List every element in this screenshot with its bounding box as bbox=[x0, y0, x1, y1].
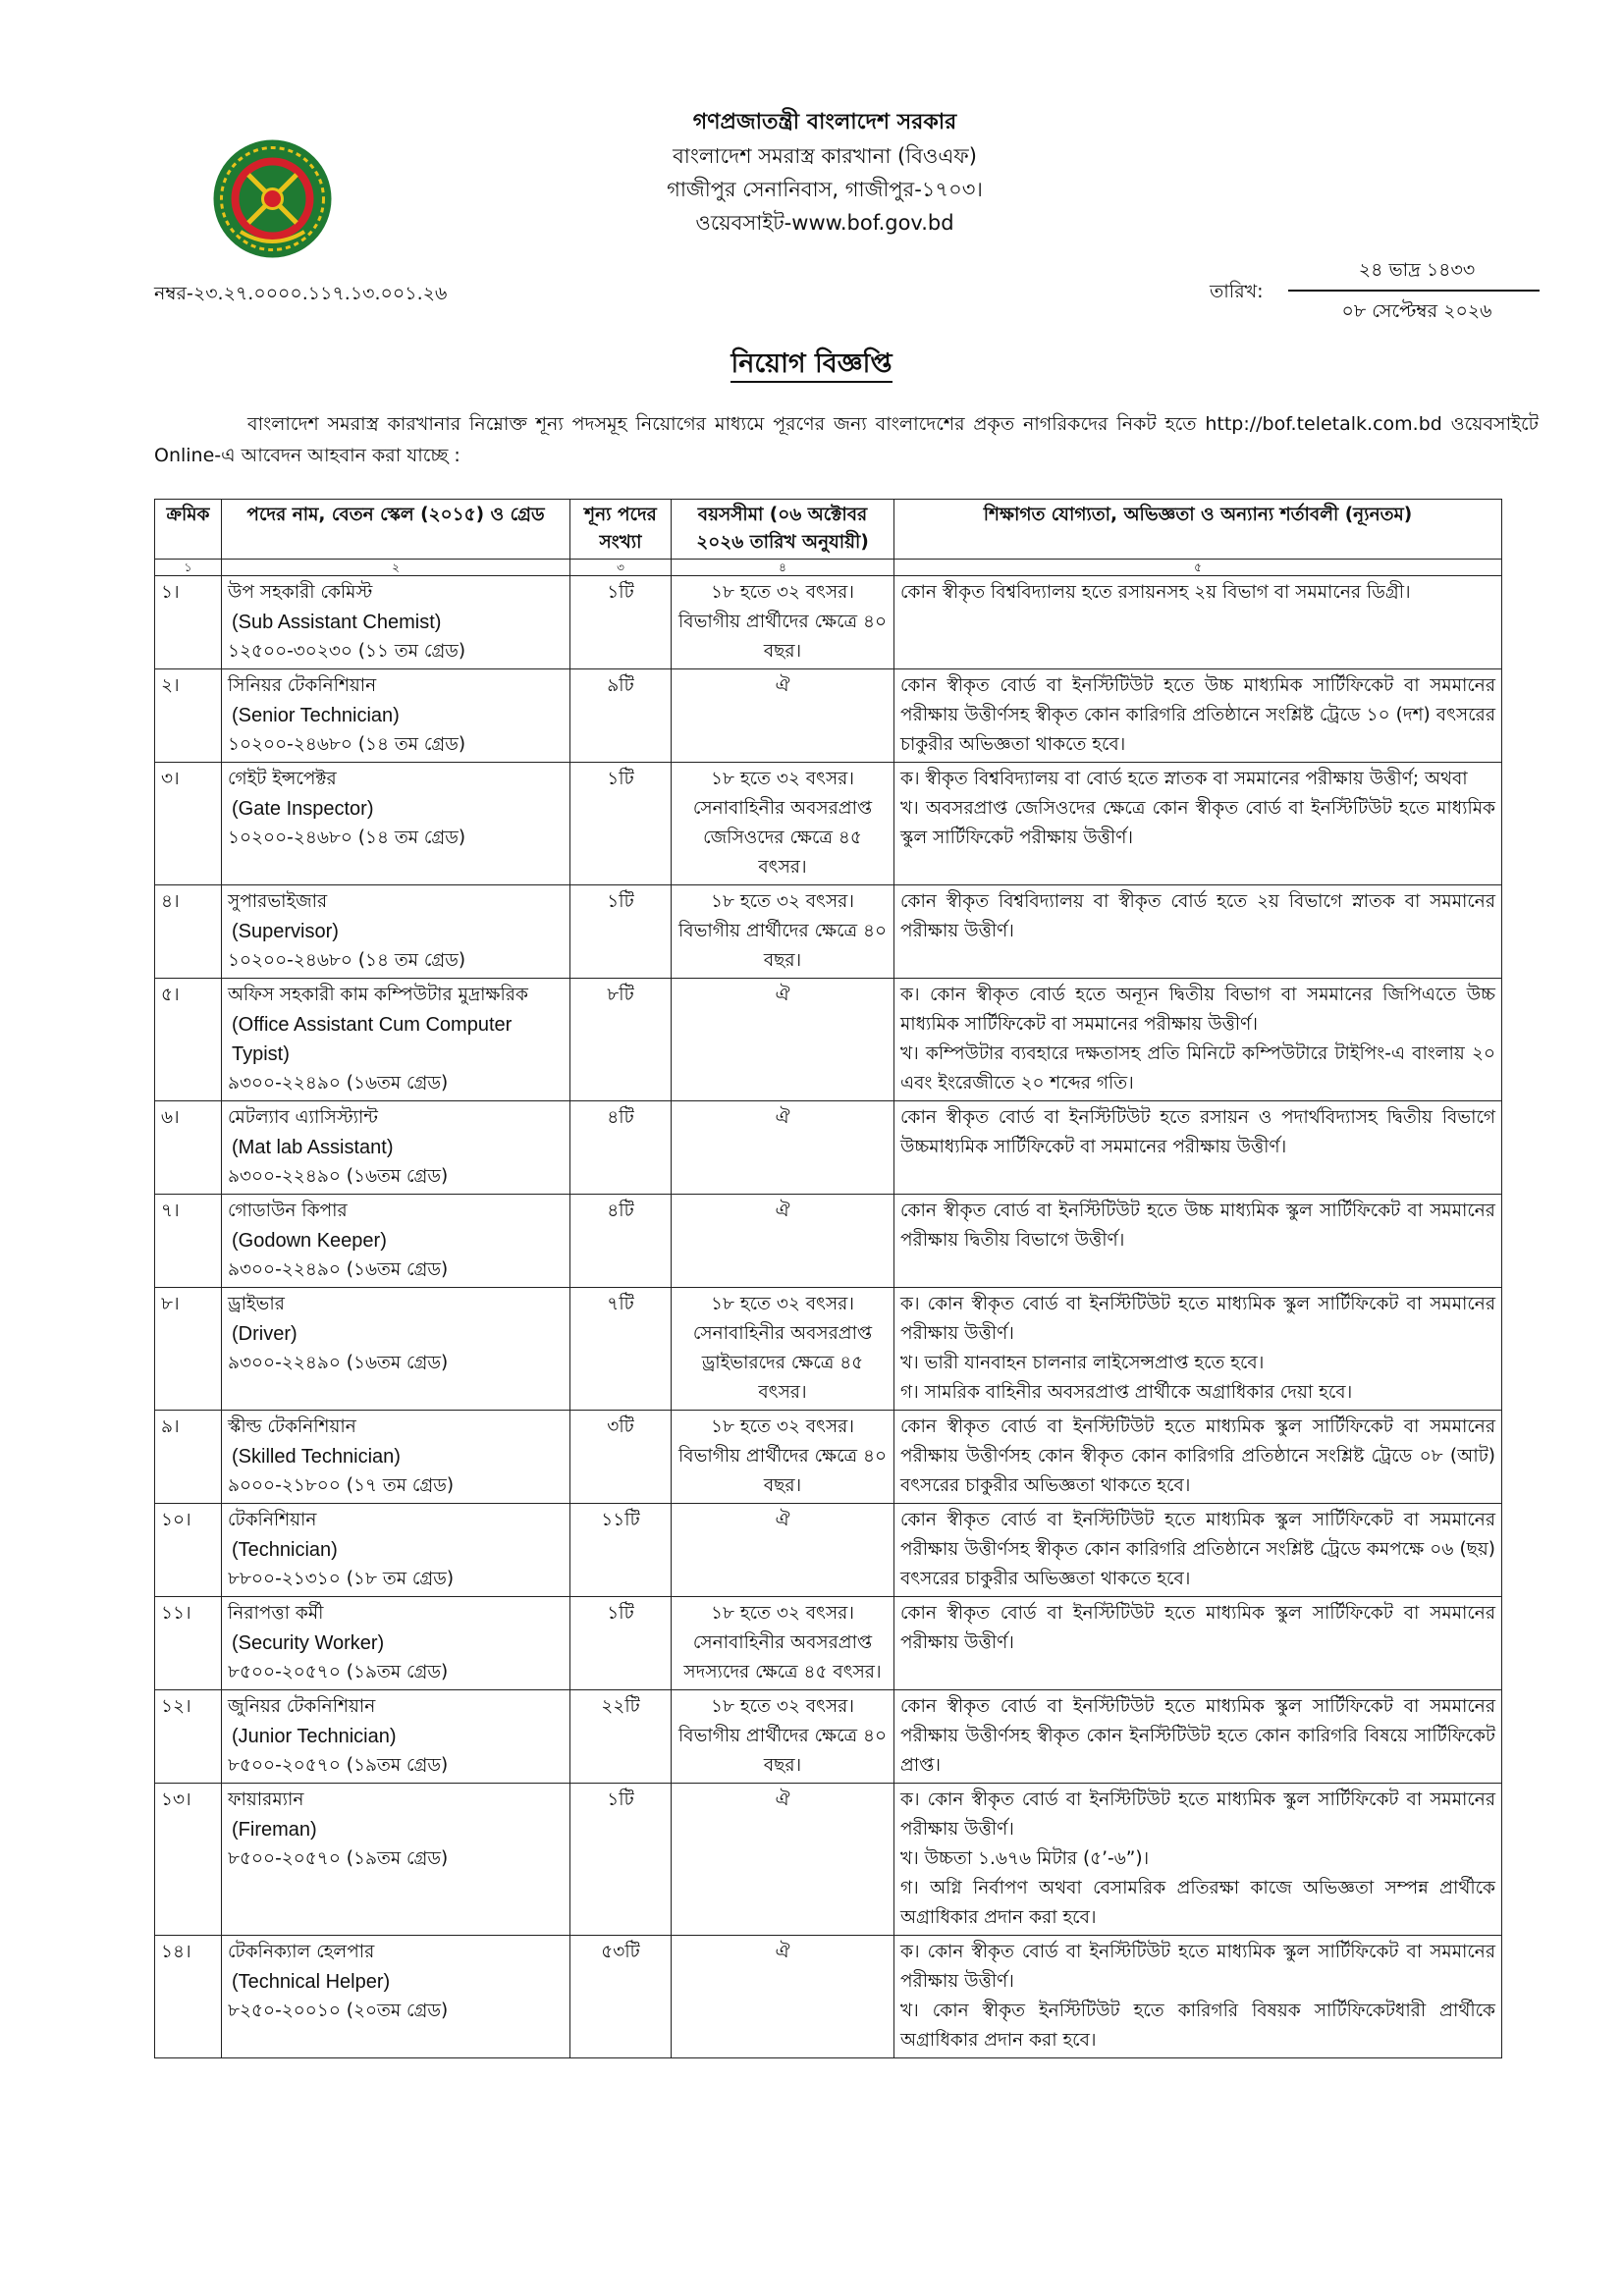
cell-requirements bbox=[894, 1195, 1502, 1288]
cell-post bbox=[222, 1288, 570, 1411]
post-name-english: (Sub Assistant Chemist) bbox=[232, 612, 442, 633]
requirement-item: ক। কোন স্বীকৃত বোর্ড বা ইনস্টিটিউট হতে মাধ্যমিক স্কুল সার্টিফিকেট বা সমমানের পরীক্ষায় উত্তীর্ণ। bbox=[900, 1942, 1495, 1992]
requirement-item: কোন স্বীকৃত বোর্ড বা ইনস্টিটিউট হতে উচ্চ মাধ্যমিক স্কুল সার্টিফিকেট বা সমমানের পরীক্ষায় দ্বিতীয় বিভাগে উত্তীর্ণ। bbox=[900, 1201, 1495, 1251]
table-row bbox=[155, 669, 1502, 763]
table-row bbox=[155, 1288, 1502, 1411]
header-post: পদের নাম, বেতন স্কেল (২০১৫) ও গ্রেড bbox=[222, 500, 570, 560]
post-name-english: (Mat lab Assistant) bbox=[232, 1137, 394, 1158]
cell-requirements bbox=[894, 1411, 1502, 1504]
cell-post bbox=[222, 1195, 570, 1288]
requirement-item: কোন স্বীকৃত বোর্ড বা ইনস্টিটিউট হতে মাধ্যমিক স্কুল সার্টিফিকেট বা সমমানের পরীক্ষায় উত্তীর্ণসহ স্বীকৃত কোন ইনস্টিটিউট হতে কোন কারিগরি বিষয়ে সার্টিফিকেট প্রাপ্ত। bbox=[900, 1696, 1495, 1776]
post-name-bangla: জুনিয়র টেকনিশিয়ান bbox=[228, 1696, 376, 1717]
post-name-bangla: নিরাপত্তা কর্মী bbox=[228, 1603, 324, 1624]
cell-age-limit: ঐ bbox=[672, 1504, 894, 1597]
cell-requirements bbox=[894, 1288, 1502, 1411]
cell-age-limit: ১৮ হতে ৩২ বৎসর। বিভাগীয় প্রার্থীদের ক্ষেত্রে ৪০ বছর। bbox=[672, 1690, 894, 1784]
post-name-english: (Technician) bbox=[232, 1539, 338, 1561]
table-row bbox=[155, 576, 1502, 669]
post-name-bangla: গোডাউন কিপার bbox=[228, 1201, 348, 1221]
post-name-english: (Godown Keeper) bbox=[232, 1230, 387, 1252]
notice-title-wrap bbox=[0, 344, 1623, 388]
table-body bbox=[155, 576, 1502, 2058]
header-line-organization: বাংলাদেশ সমরাস্ত্র কারখানা (বিওএফ) bbox=[673, 144, 977, 168]
cell-age-limit: ঐ bbox=[672, 1936, 894, 2058]
cell-serial: ১। bbox=[155, 576, 222, 669]
pay-scale: ৮৫০০-২০৫৭০ (১৯তম গ্রেড) bbox=[228, 1755, 449, 1776]
table-row bbox=[155, 1504, 1502, 1597]
cell-post bbox=[222, 1597, 570, 1690]
cell-vacancy: ১টি bbox=[570, 885, 672, 979]
requirement-item: কোন স্বীকৃত বোর্ড বা ইনস্টিটিউট হতে মাধ্যমিক স্কুল সার্টিফিকেট বা সমমানের পরীক্ষায় উত্তীর্ণসহ স্বীকৃত কোন কারিগরি প্রতিষ্ঠানে সংশ্লিষ্ট ট্রেডে কমপক্ষে ০৬ (ছয়) বৎসরের চাকুরীর অভিজ্ঞতা থাকতে হবে। bbox=[900, 1510, 1495, 1589]
cell-serial: ৩। bbox=[155, 763, 222, 885]
cell-serial: ৭। bbox=[155, 1195, 222, 1288]
table-row bbox=[155, 1936, 1502, 2058]
requirement-item: কোন স্বীকৃত বোর্ড বা ইনস্টিটিউট হতে মাধ্যমিক স্কুল সার্টিফিকেট বা সমমানের পরীক্ষায় উত্তীর্ণসহ কোন স্বীকৃত কোন কারিগরি প্রতিষ্ঠানে সংশ্লিষ্ট ট্রেডে ০৮ (আট) বৎসরের চাকুরীর অভিজ্ঞতা থাকতে হবে। bbox=[900, 1416, 1495, 1496]
post-name-english: (Junior Technician) bbox=[232, 1726, 397, 1747]
cell-requirements bbox=[894, 1690, 1502, 1784]
column-index: ৫ bbox=[894, 560, 1502, 576]
pay-scale: ১০২০০-২৪৬৮০ (১৪ তম গ্রেড) bbox=[228, 950, 466, 971]
cell-serial: ১৩। bbox=[155, 1784, 222, 1936]
requirement-item: গ। অগ্নি নির্বাপণ অথবা বেসামরিক প্রতিরক্ষা কাজে অভিজ্ঞতা সম্পন্ন প্রার্থীকে অগ্রাধিকার প্রদান করা হবে। bbox=[900, 1878, 1495, 1928]
date-divider bbox=[1288, 290, 1540, 292]
cell-requirements bbox=[894, 763, 1502, 885]
cell-requirements bbox=[894, 1101, 1502, 1195]
intro-paragraph: বাংলাদেশ সমরাস্ত্র কারখানার নিম্নোক্ত শূন্য পদসমূহ নিয়োগের মাধ্যমে পূরণের জন্য বাংলাদেশের প্রকৃত নাগরিকদের নিকট হতে http://bof.teletalk.com.bd ওয়েবসাইটে Online-এ আবেদন আহবান করা যাচ্ছে : bbox=[154, 413, 1539, 466]
cell-vacancy: ৮টি bbox=[570, 979, 672, 1101]
cell-serial: ৫। bbox=[155, 979, 222, 1101]
cell-age-limit: ১৮ হতে ৩২ বৎসর। সেনাবাহিনীর অবসরপ্রাপ্ত জেসিওদের ক্ষেত্রে ৪৫ বৎসর। bbox=[672, 763, 894, 885]
cell-post bbox=[222, 1936, 570, 2058]
post-name-bangla: মেটল্যাব এ্যাসিস্ট্যান্ট bbox=[228, 1107, 378, 1128]
cell-age-limit: ঐ bbox=[672, 669, 894, 763]
cell-post bbox=[222, 576, 570, 669]
header-line-government: গণপ্রজাতন্ত্রী বাংলাদেশ সরকার bbox=[692, 110, 957, 134]
pay-scale: ৯৩০০-২২৪৯০ (১৬তম গ্রেড) bbox=[228, 1259, 449, 1280]
cell-post bbox=[222, 669, 570, 763]
cell-age-limit: ঐ bbox=[672, 979, 894, 1101]
post-name-bangla: টেকনিশিয়ান bbox=[228, 1510, 317, 1530]
header-age: বয়সসীমা (০৬ অক্টোবর ২০২৬ তারিখ অনুযায়ী) bbox=[672, 500, 894, 560]
header-serial: ক্রমিক bbox=[155, 500, 222, 560]
post-name-bangla: স্কীল্ড টেকনিশিয়ান bbox=[228, 1416, 356, 1437]
post-name-bangla: গেইট ইন্সপেক্টর bbox=[228, 769, 337, 789]
cell-requirements bbox=[894, 979, 1502, 1101]
table-row bbox=[155, 763, 1502, 885]
post-name-english: (Office Assistant Cum Computer Typist) bbox=[232, 1014, 513, 1065]
cell-age-limit: ১৮ হতে ৩২ বৎসর। বিভাগীয় প্রার্থীদের ক্ষেত্রে ৪০ বছর। bbox=[672, 1411, 894, 1504]
cell-age-limit: ঐ bbox=[672, 1101, 894, 1195]
post-name-english: (Gate Inspector) bbox=[232, 798, 374, 820]
date-label: তারিখ: bbox=[1210, 281, 1264, 302]
requirement-item: গ। সামরিক বাহিনীর অবসরপ্রাপ্ত প্রার্থীকে অগ্রাধিকার দেয়া হবে। bbox=[900, 1382, 1353, 1403]
cell-vacancy: ১১টি bbox=[570, 1504, 672, 1597]
header-vacancy: শূন্য পদের সংখ্যা bbox=[570, 500, 672, 560]
requirement-item: খ। কম্পিউটার ব্যবহারে দক্ষতাসহ প্রতি মিনিটে কম্পিউটারে টাইপিং-এ বাংলায় ২০ এবং ইংরেজীতে ২০ শব্দের গতি। bbox=[900, 1043, 1495, 1094]
cell-serial: ১২। bbox=[155, 1690, 222, 1784]
post-name-bangla: সুপারভাইজার bbox=[228, 891, 328, 912]
pay-scale: ১০২০০-২৪৬৮০ (১৪ তম গ্রেড) bbox=[228, 828, 466, 848]
pay-scale: ৯৩০০-২২৪৯০ (১৬তম গ্রেড) bbox=[228, 1073, 449, 1094]
table-row bbox=[155, 1411, 1502, 1504]
cell-age-limit: ১৮ হতে ৩২ বৎসর। সেনাবাহিনীর অবসরপ্রাপ্ত ড্রাইভারদের ক্ষেত্রে ৪৫ বৎসর। bbox=[672, 1288, 894, 1411]
post-name-english: (Technical Helper) bbox=[232, 1971, 391, 1993]
requirement-item: খ। কোন স্বীকৃত ইনস্টিটিউট হতে কারিগরি বিষয়ক সার্টিফিকেটধারী প্রার্থীকে অগ্রাধিকার প্রদান করা হবে। bbox=[900, 2001, 1495, 2051]
requirement-item: ক। কোন স্বীকৃত বোর্ড বা ইনস্টিটিউট হতে মাধ্যমিক স্কুল সার্টিফিকেট বা সমমানের পরীক্ষায় উত্তীর্ণ। bbox=[900, 1789, 1495, 1840]
cell-age-limit: ঐ bbox=[672, 1195, 894, 1288]
post-name-english: (Supervisor) bbox=[232, 921, 339, 942]
post-name-bangla: সিনিয়র টেকনিশিয়ান bbox=[228, 675, 377, 696]
requirement-item: কোন স্বীকৃত বোর্ড বা ইনস্টিটিউট হতে মাধ্যমিক স্কুল সার্টিফিকেট বা সমমানের পরীক্ষায় উত্তীর্ণ। bbox=[900, 1603, 1495, 1653]
cell-vacancy: ৪টি bbox=[570, 1101, 672, 1195]
cell-age-limit: ১৮ হতে ৩২ বৎসর। বিভাগীয় প্রার্থীদের ক্ষেত্রে ৪০ বছর। bbox=[672, 885, 894, 979]
pay-scale: ৯৩০০-২২৪৯০ (১৬তম গ্রেড) bbox=[228, 1166, 449, 1187]
cell-vacancy: ৩টি bbox=[570, 1411, 672, 1504]
pay-scale: ৮৮০০-২১৩১০ (১৮ তম গ্রেড) bbox=[228, 1569, 455, 1589]
cell-vacancy: ৪টি bbox=[570, 1195, 672, 1288]
cell-requirements bbox=[894, 885, 1502, 979]
government-header bbox=[589, 106, 1060, 240]
cell-requirements bbox=[894, 1784, 1502, 1936]
column-index-row bbox=[155, 560, 1502, 576]
pay-scale: ৮৫০০-২০৫৭০ (১৯তম গ্রেড) bbox=[228, 1848, 449, 1869]
table-row bbox=[155, 1597, 1502, 1690]
requirement-item: ক। কোন স্বীকৃত বোর্ড বা ইনস্টিটিউট হতে মাধ্যমিক স্কুল সার্টিফিকেট বা সমমানের পরীক্ষায় উত্তীর্ণ। bbox=[900, 1294, 1495, 1344]
cell-requirements bbox=[894, 669, 1502, 763]
cell-vacancy: ১টি bbox=[570, 763, 672, 885]
vacancy-table bbox=[154, 499, 1502, 2058]
cell-serial: ৪। bbox=[155, 885, 222, 979]
post-name-english: (Security Worker) bbox=[232, 1632, 385, 1654]
cell-serial: ১০। bbox=[155, 1504, 222, 1597]
cell-serial: ৯। bbox=[155, 1411, 222, 1504]
cell-vacancy: ২২টি bbox=[570, 1690, 672, 1784]
pay-scale: ৯০০০-২১৮০০ (১৭ তম গ্রেড) bbox=[228, 1475, 455, 1496]
post-name-english: (Fireman) bbox=[232, 1819, 317, 1841]
cell-post bbox=[222, 1101, 570, 1195]
requirement-item: কোন স্বীকৃত বোর্ড বা ইনস্টিটিউট হতে উচ্চ মাধ্যমিক সার্টিফিকেট বা সমমানের পরীক্ষায় উত্তীর্ণসহ স্বীকৃত কোন কারিগরি প্রতিষ্ঠানে সংশ্লিষ্ট ট্রেডে ১০ (দশ) বৎসরের চাকুরীর অভিজ্ঞতা থাকতে হবে। bbox=[900, 675, 1495, 755]
cell-serial: ১৪। bbox=[155, 1936, 222, 2058]
notice-title: নিয়োগ বিজ্ঞপ্তি bbox=[730, 348, 892, 383]
table-row bbox=[155, 1784, 1502, 1936]
cell-age-limit: ঐ bbox=[672, 1784, 894, 1936]
cell-vacancy: ৯টি bbox=[570, 669, 672, 763]
cell-post bbox=[222, 1411, 570, 1504]
table-row bbox=[155, 979, 1502, 1101]
cell-post bbox=[222, 1784, 570, 1936]
header-line-website: ওয়েবসাইট-www.bof.gov.bd bbox=[695, 211, 954, 235]
cell-requirements bbox=[894, 1936, 1502, 2058]
pay-scale: ৮৫০০-২০৫৭০ (১৯তম গ্রেড) bbox=[228, 1662, 449, 1682]
cell-requirements bbox=[894, 1597, 1502, 1690]
requirement-item: খ। ভারী যানবাহন চালনার লাইসেন্সপ্রাপ্ত হতে হবে। bbox=[900, 1353, 1265, 1373]
column-index: ১ bbox=[155, 560, 222, 576]
table-row bbox=[155, 1690, 1502, 1784]
requirement-item: কোন স্বীকৃত বোর্ড বা ইনস্টিটিউট হতে রসায়ন ও পদার্থবিদ্যাসহ দ্বিতীয় বিভাগে উচ্চমাধ্যমিক সার্টিফিকেট বা সমমানের পরীক্ষায় উত্তীর্ণ। bbox=[900, 1107, 1495, 1157]
table-row bbox=[155, 1101, 1502, 1195]
cell-serial: ১১। bbox=[155, 1597, 222, 1690]
table-header-row bbox=[155, 500, 1502, 560]
cell-post bbox=[222, 1690, 570, 1784]
post-name-english: (Senior Technician) bbox=[232, 705, 400, 726]
cell-post bbox=[222, 763, 570, 885]
cell-age-limit: ১৮ হতে ৩২ বৎসর। সেনাবাহিনীর অবসরপ্রাপ্ত সদস্যদের ক্ষেত্রে ৪৫ বৎসর। bbox=[672, 1597, 894, 1690]
table-row bbox=[155, 885, 1502, 979]
date-english: ০৮ সেপ্টেম্বর ২০২৬ bbox=[1341, 300, 1492, 322]
post-name-bangla: ড্রাইভার bbox=[228, 1294, 285, 1314]
pay-scale: ৯৩০০-২২৪৯০ (১৬তম গ্রেড) bbox=[228, 1353, 449, 1373]
cell-post bbox=[222, 1504, 570, 1597]
requirement-item: ক। স্বীকৃত বিশ্ববিদ্যালয় বা বোর্ড হতে স্নাতক বা সমমানের পরীক্ষায় উত্তীর্ণ; অথবা bbox=[900, 769, 1468, 789]
post-name-bangla: উপ সহকারী কেমিস্ট bbox=[228, 582, 373, 603]
requirement-item: কোন স্বীকৃত বিশ্ববিদ্যালয় হতে রসায়নসহ ২য় বিভাগ বা সমমানের ডিগ্রী। bbox=[900, 582, 1411, 603]
cell-post bbox=[222, 979, 570, 1101]
cell-vacancy: ৭টি bbox=[570, 1288, 672, 1411]
pay-scale: ১২৫০০-৩০২৩০ (১১ তম গ্রেড) bbox=[228, 641, 466, 662]
cell-post bbox=[222, 885, 570, 979]
pay-scale: ৮২৫০-২০০১০ (২০তম গ্রেড) bbox=[228, 2001, 449, 2021]
post-name-bangla: অফিস সহকারী কাম কম্পিউটার মুদ্রাক্ষরিক bbox=[228, 985, 528, 1005]
date-block bbox=[1188, 250, 1542, 329]
column-index: ৩ bbox=[570, 560, 672, 576]
pay-scale: ১০২০০-২৪৬৮০ (১৪ তম গ্রেড) bbox=[228, 734, 466, 755]
post-name-english: (Driver) bbox=[232, 1323, 298, 1345]
bof-emblem-icon bbox=[211, 137, 334, 260]
column-index: ২ bbox=[222, 560, 570, 576]
cell-vacancy: ১টি bbox=[570, 1784, 672, 1936]
requirement-item: খ। অবসরপ্রাপ্ত জেসিওদের ক্ষেত্রে কোন স্বীকৃত বোর্ড বা ইনস্টিটিউট হতে মাধ্যমিক স্কুল সার্টিফিকেট পরীক্ষায় উত্তীর্ণ। bbox=[900, 798, 1495, 848]
requirement-item: খ। উচ্চতা ১.৬৭৬ মিটার (৫’-৬”)। bbox=[900, 1848, 1150, 1869]
column-index: ৪ bbox=[672, 560, 894, 576]
post-name-english: (Skilled Technician) bbox=[232, 1446, 401, 1468]
header-requirements: শিক্ষাগত যোগ্যতা, অভিজ্ঞতা ও অন্যান্য শর্তাবলী (ন্যূনতম) bbox=[894, 500, 1502, 560]
header-line-address: গাজীপুর সেনানিবাস, গাজীপুর-১৭০৩। bbox=[667, 178, 983, 201]
table-row bbox=[155, 1195, 1502, 1288]
cell-vacancy: ১টি bbox=[570, 1597, 672, 1690]
cell-age-limit: ১৮ হতে ৩২ বৎসর। বিভাগীয় প্রার্থীদের ক্ষেত্রে ৪০ বছর। bbox=[672, 576, 894, 669]
cell-vacancy: ৫৩টি bbox=[570, 1936, 672, 2058]
cell-serial: ২। bbox=[155, 669, 222, 763]
memo-number: নম্বর-২৩.২৭.০০০০.১১৭.১৩.০০১.২৬ bbox=[154, 283, 448, 304]
post-name-bangla: টেকনিক্যাল হেলপার bbox=[228, 1942, 375, 1962]
cell-requirements bbox=[894, 576, 1502, 669]
post-name-bangla: ফায়ারম্যান bbox=[228, 1789, 304, 1810]
cell-vacancy: ১টি bbox=[570, 576, 672, 669]
cell-serial: ৮। bbox=[155, 1288, 222, 1411]
requirement-item: ক। কোন স্বীকৃত বোর্ড হতে অন্যূন দ্বিতীয় বিভাগ বা সমমানের জিপিএতে উচ্চ মাধ্যমিক সার্টিফিকেট বা সমমানের পরীক্ষায় উত্তীর্ণ। bbox=[900, 985, 1495, 1035]
cell-requirements bbox=[894, 1504, 1502, 1597]
date-bangla: ২৪ ভাদ্র ১৪৩৩ bbox=[1358, 259, 1476, 281]
cell-serial: ৬। bbox=[155, 1101, 222, 1195]
requirement-item: কোন স্বীকৃত বিশ্ববিদ্যালয় বা স্বীকৃত বোর্ড হতে ২য় বিভাগে স্নাতক বা সমমানের পরীক্ষায় উত্তীর্ণ। bbox=[900, 891, 1495, 941]
